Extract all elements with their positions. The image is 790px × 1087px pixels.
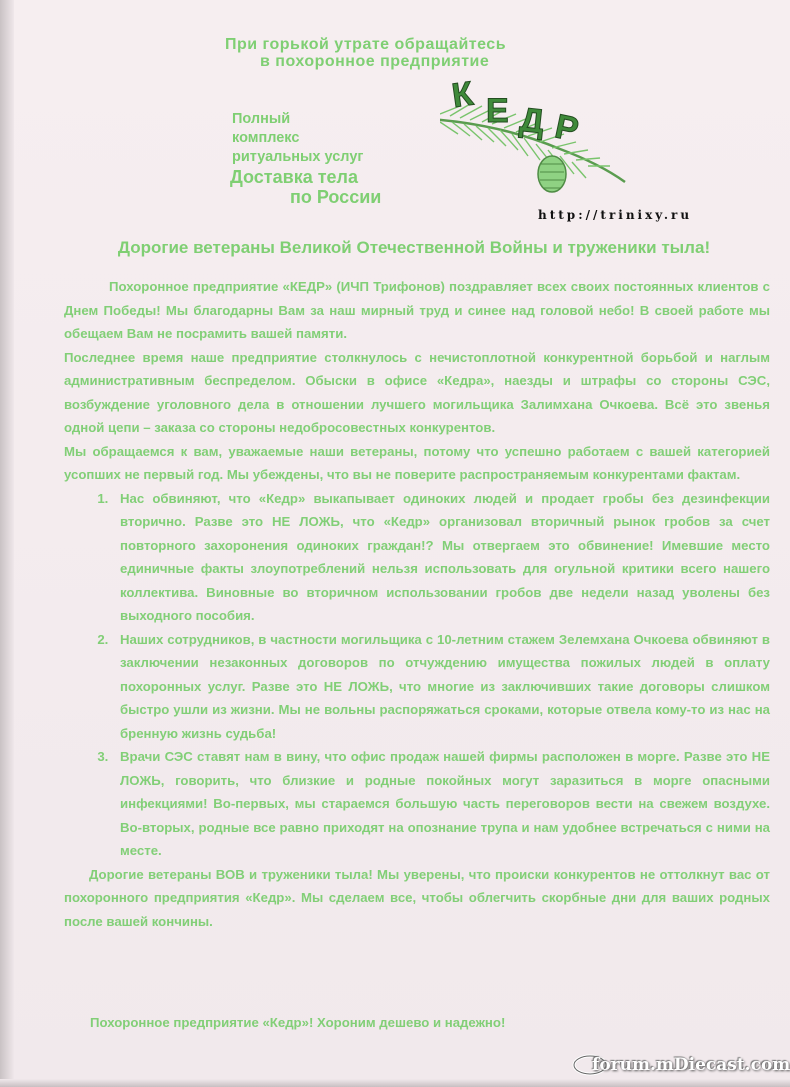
paragraph-greeting: Похоронное предприятие «КЕДР» (ИЧП Трифонов) поздравляет всех своих постоянных клиентов с Днем Победы! Мы благодарны Вам за наш мирный труд и синее над головой небо! В своей работе мы обещаем Вам не посрамить вашей памяти.: [64, 279, 770, 341]
header-line-1: При горькой утрате обращайтесь: [225, 36, 507, 53]
logo-letter-3: Д: [517, 100, 547, 142]
services-line-3: ритуальных услуг: [232, 149, 364, 165]
logo-letter-4: Р: [551, 107, 582, 150]
list-item: 1. Нас обвиняют, что «Кедр» выкапывает одиноких людей и продает гробы без дезинфекции вторично. Разве это НЕ ЛОЖЬ, что «Кедр» организовал вторичный рынок гробов за счет повторного захоронения одиноких граждан!? Мы отвергаем это обвинение! Имевшие место единичные факты злоупотреблений нельзя использовать для огульной критики всего нашего коллектива. Виновные во вторичном использовании гробов две недели назад уволены без выходного пособия.: [112, 487, 770, 628]
paper-bottom-edge-shadow: [0, 1079, 790, 1087]
kedr-logo: [440, 64, 640, 214]
list-item: 3. Врачи СЭС ставят нам в вину, что офис продаж нашей фирмы расположен в морге. Разве это НЕ ЛОЖЬ, говорить, что близкие и родные покойных могут заразиться в морге опасными инфекциями! Во-первых, мы стараемся большую часть переговоров вести на свежем воздухе. Во-вторых, родные все равно приходят на опознание трупа и нам удобнее встречаться с ними на месте.: [112, 745, 770, 863]
paragraph-final: Дорогие ветераны ВОВ и труженики тыла! Мы уверены, что происки конкурентов не оттолкнут вас от похоронного предприятия «Кедр». Мы сделаем все, чтобы облегчить скорбные дни для ваших родных после вашей кончины.: [64, 866, 770, 929]
watermark-text: forum.mDiecast.com: [592, 1055, 790, 1075]
logo-letter-2: Е: [486, 92, 509, 130]
services-line-2: комплекс: [232, 130, 300, 146]
delivery-block: [230, 167, 381, 207]
services-line-1: Полный: [232, 111, 291, 127]
letter-body: [64, 275, 770, 933]
header-line-2: в похоронное предприятие: [260, 53, 490, 70]
paper-left-edge-shadow: [0, 0, 14, 1087]
accusations-list: [64, 487, 770, 863]
paragraph-competition: Последнее время наше предприятие столкнулось с нечистоплотной конкурентной борьбой и наглым административным беспределом. Обыски в офисе «Кедра», наезды и штрафы со стороны СЭС, возбуждение уголовного дела в отношении лучшего могильщика Залимхана Очкоева. Всё это звенья одной цепи – заказа со стороны недобросовестных конкурентов.: [64, 349, 770, 435]
list-item: 2. Наших сотрудников, в частности могильщика с 10-летним стажем Зелемхана Очкоева обвиняют в заключении незаконных договоров по отчуждению имущества пожилых людей в оплату похоронных услуг. Разве это НЕ ЛОЖЬ, что многие из заключивших такие договоры слишком быстро ушли из жизни. Мы не вольны распоряжаться сроками, которые отвела кому-то из нас на бренную жизнь судьба!: [112, 628, 770, 746]
logo-letter-1: К: [449, 74, 476, 116]
paragraph-appeal: Мы обращаемся к вам, уважаемые наши ветераны, потому что успешно работаем с вашей категорией усопших не первый год. Мы убеждены, что вы не поверите распространяемым конкурентами фактам.: [64, 443, 770, 482]
delivery-line-1: Доставка тела: [230, 167, 358, 187]
page-title: Дорогие ветераны Великой Отечественной Войны и труженики тыла!: [117, 238, 711, 257]
delivery-line-2: по России: [290, 187, 382, 207]
services-block: [232, 110, 363, 167]
site-url: http://trinixy.ru: [538, 208, 693, 222]
closing-slogan: Похоронное предприятие «Кедр»! Хороним дешево и надежно!: [90, 1015, 506, 1030]
